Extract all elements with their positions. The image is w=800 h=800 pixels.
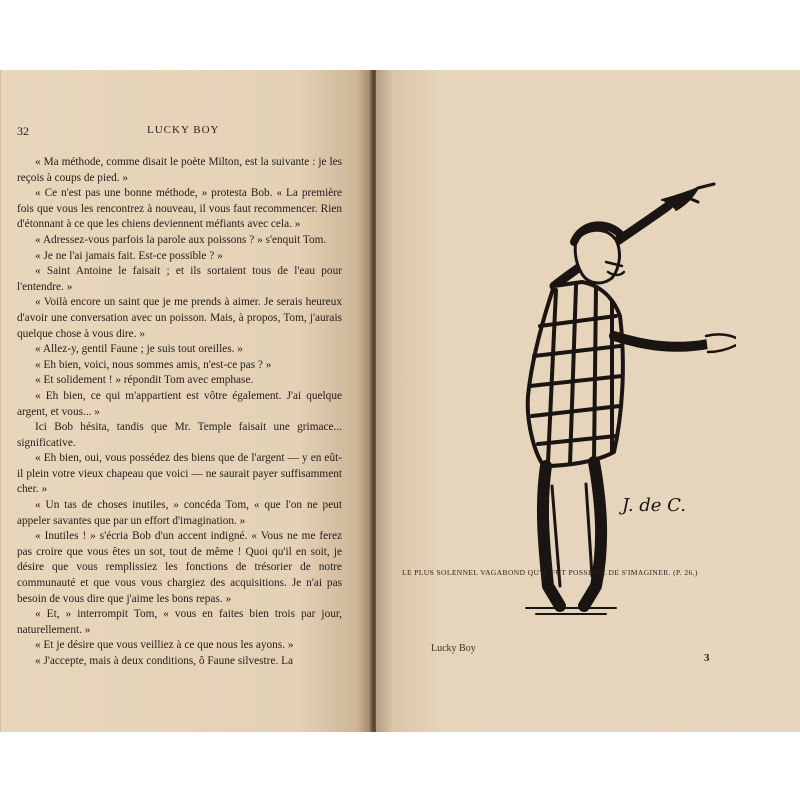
paragraph: « Adressez-vous parfois la parole aux poissons ? » s'enquit Tom.: [35, 233, 327, 246]
paragraph: « Un tas de choses inutiles, » concéda Tom, « que l'on ne peut appeler savantes que par un effort d'imagination. »: [17, 499, 342, 527]
paragraph: « Inutiles ! » s'écria Bob d'un accent indigné. « Vous ne me ferez pas croire que vous êtes un sot, tout de même ! Quoi qu'il en soit, je désire que vous remplissiez les fonctions de trésorier de notre communauté et que vous vous chargiez des acquisitions. Je n'ai pas besoin de vous dire que j'aime les bons repas. »: [17, 530, 342, 605]
artist-signature: J. de C.: [622, 495, 687, 516]
footer-number: 3: [704, 652, 710, 664]
page-number: 32: [17, 124, 29, 138]
paragraph: « Ce n'est pas une bonne méthode, » protesta Bob. « La première fois que vous les rencontrez à nouveau, il vous faut recommencer. Rien d'étonnant à ce que les chiens deviennent méfiants avec cela. »: [17, 187, 342, 231]
illustration-caption: LE PLUS SOLENNEL VAGABOND QU'IL FÛT POSSIBLE DE S'IMAGINER. (P. 26.): [402, 568, 698, 577]
paragraph: « Et je désire que vous veilliez à ce que nous les ayons. »: [35, 639, 294, 652]
footer-title: Lucky Boy: [431, 643, 476, 654]
paragraph: « Eh bien, voici, nous sommes amis, n'est-ce pas ? »: [35, 358, 272, 371]
right-page: [376, 70, 800, 732]
left-page: [0, 70, 372, 732]
paragraph: Ici Bob hésita, tandis que Mr. Temple faisait une grimace... significative.: [17, 421, 342, 449]
book-spread: [0, 70, 800, 732]
paragraph: « Saint Antoine le faisait ; et ils sortaient tous de l'eau pour l'entendre. »: [17, 265, 342, 293]
paragraph: « Eh bien, oui, vous possédez des biens que de l'argent — y en eût-il plein votre vieux chapeau que voici — ne saurait payer suffisamment cher. »: [17, 452, 342, 496]
paragraph: « Allez-y, gentil Faune ; je suis tout oreilles. »: [35, 343, 243, 356]
vagabond-illustration: [436, 166, 736, 626]
paragraph: « Ma méthode, comme disait le poète Milton, est la suivante : je les reçois à coups de pied. »: [17, 156, 342, 184]
paragraph: « Eh bien, ce qui m'appartient est vôtre également. J'ai quelque argent, et vous... »: [17, 389, 342, 418]
paragraph: « Et, » interrompit Tom, « vous en faites bien trois par jour, naturellement. »: [17, 608, 342, 636]
paragraph: « Et solidement ! » répondit Tom avec emphase.: [35, 374, 254, 387]
paragraph: « Je ne l'ai jamais fait. Est-ce possible ? »: [35, 249, 223, 262]
paragraph: « Voilà encore un saint que je me prends à aimer. Je serais heureux d'avoir une conversation avec un poisson. Mais, à propos, Tom, j'aurais quelque chose à vous dire. »: [17, 296, 342, 340]
body-text: [17, 155, 342, 670]
running-title: LUCKY BOY: [147, 124, 220, 136]
paragraph: « J'accepte, mais à deux conditions, ô Faune silvestre. La: [35, 655, 294, 667]
